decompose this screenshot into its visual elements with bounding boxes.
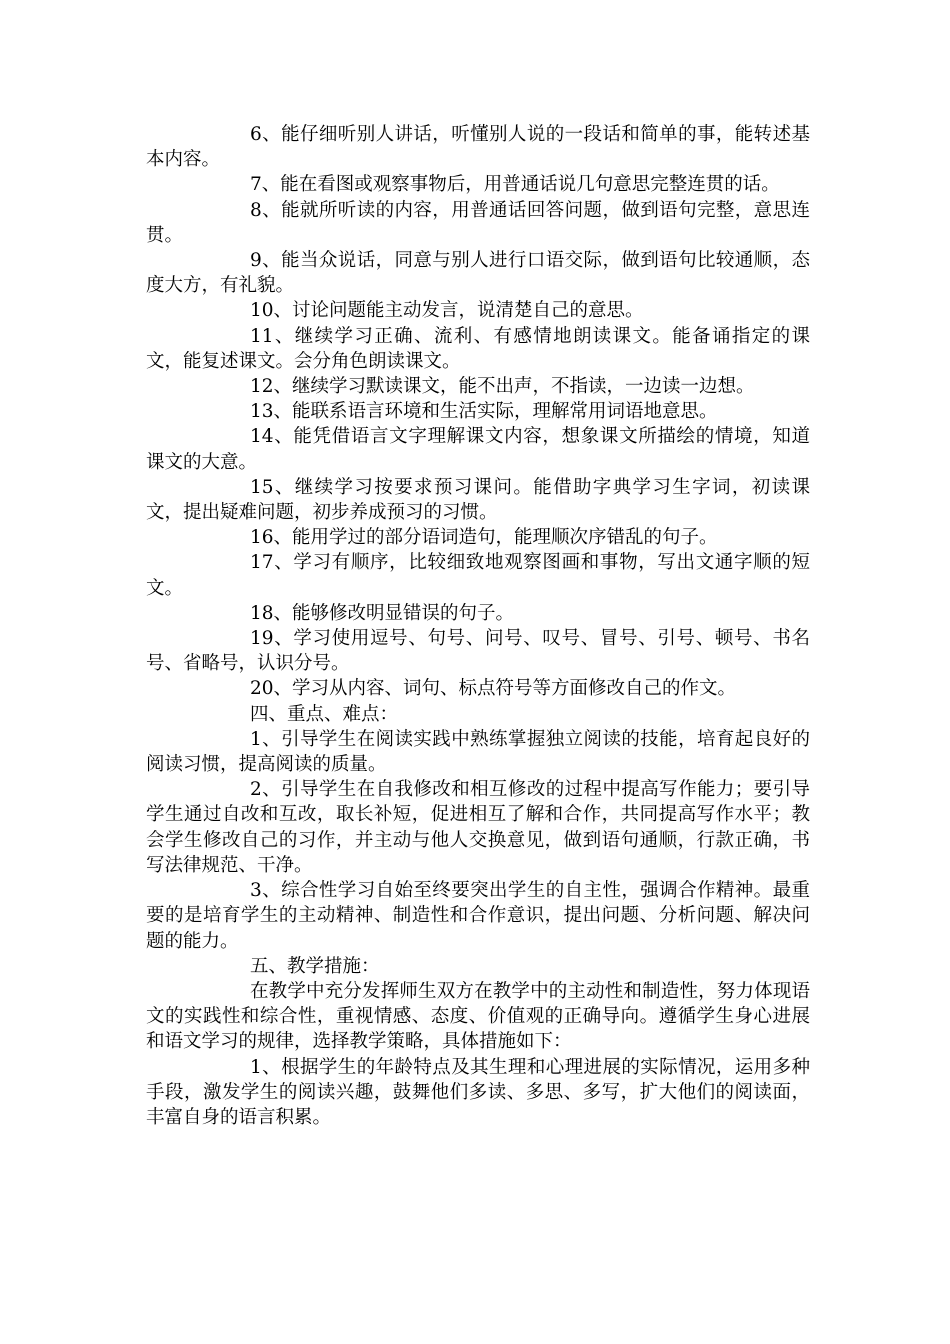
paragraph-item-19: 19、学习使用逗号、句号、问号、叹号、冒号、引号、顿号、书名号、省略号，认识分号。: [146, 628, 810, 675]
paragraph-item-18: 18、能够修改明显错误的句子。: [250, 602, 515, 624]
key-point-1: 1、引导学生在阅读实践中熟练掌握独立阅读的技能，培育起良好的阅读习惯，提高阅读的质量。: [146, 728, 810, 776]
key-point-2: 2、引导学生在自我修改和相互修改的过程中提高写作能力；要引导学生通过自改和互改，取长补短，促进相互了解和合作，共同提高写作水平；教会学生修改自己的习作，并主动与他人交换意见，做到语句通顺，行款正确，书写法律规范、干净。: [146, 779, 810, 876]
paragraph-item-16: 16、能用学过的部分语词造句，能理顺次序错乱的句子。: [250, 527, 718, 549]
key-point-3: 3、综合性学习自始至终要突出学生的自主性，强调合作精神。最重要的是培育学生的主动精神、制造性和合作意识，提出问题、分析问题、解决问题的能力。: [146, 880, 810, 952]
section-heading-teaching-measures: 五、教学措施：: [250, 955, 380, 977]
paragraph-item-14: 14、能凭借语言文字理解课文内容，想象课文所描绘的情境，知道课文的大意。: [146, 426, 810, 473]
paragraph-item-15: 15、继续学习按要求预习课问。能借助字典学习生字词，初读课文，提出疑难问题，初步养成预习的习惯。: [146, 476, 810, 524]
paragraph-item-10: 10、讨论问题能主动发言，说清楚自己的意思。: [250, 300, 644, 322]
measure-1: 1、根据学生的年龄特点及其生理和心理进展的实际情况，运用多种手段，激发学生的阅读兴趣，鼓舞他们多读、多思、多写，扩大他们的阅读面，丰富自身的语言积累。: [146, 1056, 810, 1128]
paragraph-item-6: 6、能仔细听别人讲话，听懂别人说的一段话和简单的事，能转述基本内容。: [146, 124, 810, 171]
paragraph-item-8: 8、能就所听读的内容，用普通话回答问题，做到语句完整，意思连贯。: [146, 199, 810, 246]
paragraph-item-17: 17、学习有顺序，比较细致地观察图画和事物，写出文通字顺的短文。: [146, 552, 810, 599]
paragraph-item-11: 11、继续学习正确、流利、有感情地朗读课文。能备诵指定的课文，能复述课文。会分角色朗读课文。: [146, 325, 810, 372]
paragraph-item-13: 13、能联系语言环境和生活实际，理解常用词语地意思。: [250, 401, 718, 423]
paragraph-item-20: 20、学习从内容、词句、标点符号等方面修改自己的作文。: [250, 678, 737, 700]
paragraph-item-9: 9、能当众说话，同意与别人进行口语交际，做到语句比较通顺，态度大方，有礼貌。: [146, 250, 810, 297]
measures-intro: 在教学中充分发挥师生双方在教学中的主动性和制造性，努力体现语文的实践性和综合性，重视情感、态度、价值观的正确导向。遵循学生身心进展和语文学习的规律，选择教学策略，具体措施如下：: [146, 980, 810, 1053]
section-heading-key-points: 四、重点、难点：: [250, 703, 399, 725]
document-page: [146, 122, 810, 1130]
paragraph-item-7: 7、能在看图或观察事物后，用普通话说几句意思完整连贯的话。: [250, 174, 780, 196]
paragraph-item-12: 12、继续学习默读课文，能不出声，不指读，一边读一边想。: [250, 376, 755, 398]
